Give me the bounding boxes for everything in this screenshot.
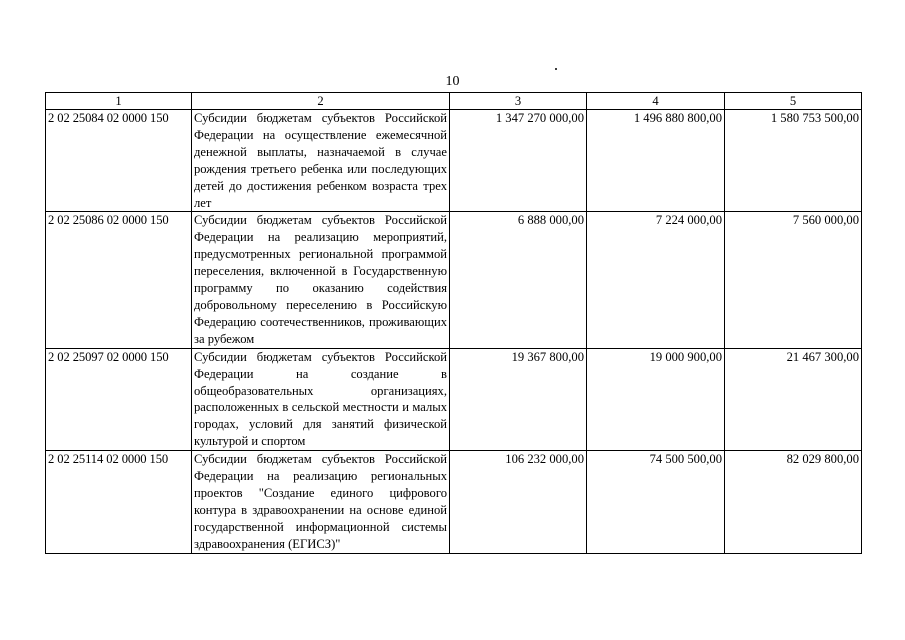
item-description: Субсидии бюджетам субъектов Российской Федерации на создание в общеобразовательных организациях, расположенных в сельской местности и малых городах, условий для занятий физической культурой и спортом: [192, 348, 450, 450]
table-row: [46, 451, 862, 553]
amount-col3: 19 367 800,00: [450, 348, 587, 450]
table-row: [46, 212, 862, 348]
amount-col5: 82 029 800,00: [725, 451, 862, 553]
amount-col5: 21 467 300,00: [725, 348, 862, 450]
amount-col4: 74 500 500,00: [587, 451, 725, 553]
amount-col4: 7 224 000,00: [587, 212, 725, 348]
budget-code: 2 02 25097 02 0000 150: [46, 348, 192, 450]
budget-table: [45, 92, 862, 554]
scan-dot: [555, 68, 557, 70]
budget-code: 2 02 25114 02 0000 150: [46, 451, 192, 553]
table-row: [46, 110, 862, 212]
amount-col3: 106 232 000,00: [450, 451, 587, 553]
column-header-3: 3: [450, 93, 587, 110]
amount-col5: 7 560 000,00: [725, 212, 862, 348]
page-number: 10: [445, 74, 460, 89]
item-description: Субсидии бюджетам субъектов Российской Федерации на осуществление ежемесячной денежной выплаты, назначаемой в случае рождения третьего ребенка или последующих детей до достижения ребенком возраста трех лет: [192, 110, 450, 212]
table-header-row: [46, 93, 862, 110]
amount-col3: 1 347 270 000,00: [450, 110, 587, 212]
amount-col4: 1 496 880 800,00: [587, 110, 725, 212]
column-header-4: 4: [587, 93, 725, 110]
column-header-5: 5: [725, 93, 862, 110]
item-description: Субсидии бюджетам субъектов Российской Федерации на реализацию региональных проектов "Создание единого цифрового контура в здравоохранении на основе единой государственной информационной системы здравоохранения (ЕГИСЗ)": [192, 451, 450, 553]
column-header-1: 1: [46, 93, 192, 110]
amount-col5: 1 580 753 500,00: [725, 110, 862, 212]
table-row: [46, 348, 862, 450]
amount-col4: 19 000 900,00: [587, 348, 725, 450]
budget-code: 2 02 25084 02 0000 150: [46, 110, 192, 212]
column-header-2: 2: [192, 93, 450, 110]
budget-code: 2 02 25086 02 0000 150: [46, 212, 192, 348]
amount-col3: 6 888 000,00: [450, 212, 587, 348]
item-description: Субсидии бюджетам субъектов Российской Федерации на реализацию мероприятий, предусмотренных региональной программой переселения, включенной в Государственную программу по оказанию содействия добровольному переселению в Российскую Федерацию соотечественников, проживающих за рубежом: [192, 212, 450, 348]
